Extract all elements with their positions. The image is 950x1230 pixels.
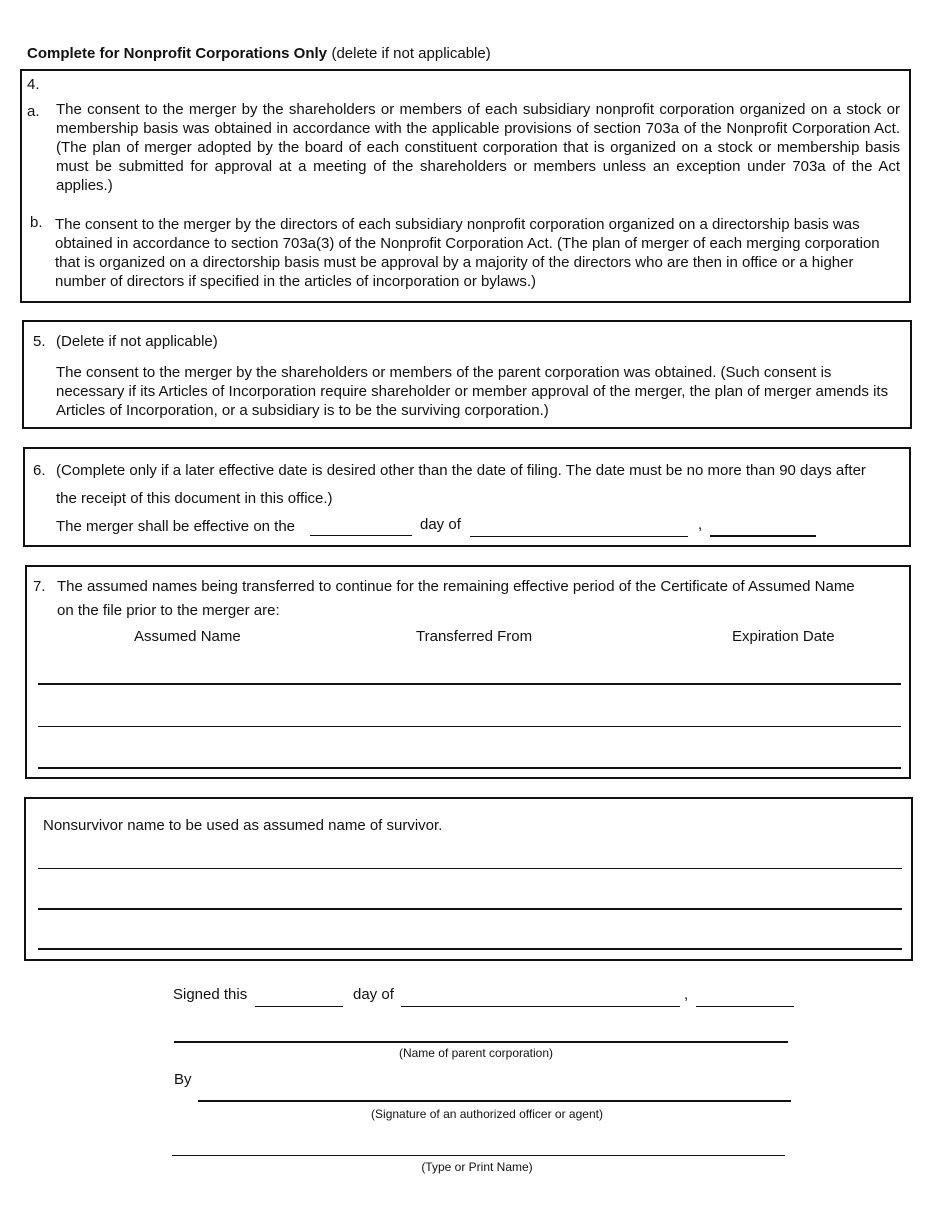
- section-5-heading: (Delete if not applicable): [56, 333, 218, 350]
- section-6-number: 6.: [33, 462, 46, 479]
- section-5-number: 5.: [33, 333, 46, 350]
- column-transferred-from: Transferred From: [416, 628, 533, 645]
- print-name-field[interactable]: [172, 1155, 785, 1156]
- section-4b-text: The consent to the merger by the directors of each subsidiary nonprofit corporation organized on a directorship basis was obtained in accordance to section 703a(3) of the Nonprofit Corporation Act. (The plan of merger of each merging corporation that is organized on a directorship basis must be approval by a majority of the directors who are then in office or a higher number of directors if specified in the articles of incorporation or bylaws.): [55, 216, 880, 290]
- effective-comma: ,: [698, 516, 703, 533]
- effective-month-field[interactable]: [470, 536, 688, 537]
- signed-day-of-label: day of: [353, 986, 394, 1003]
- signature-caption: (Signature of an authorized officer or agent): [371, 1107, 603, 1121]
- parent-corporation-field[interactable]: [174, 1041, 788, 1043]
- header-title: Complete for Nonprofit Corporations Only: [27, 45, 327, 62]
- effective-prefix: The merger shall be effective on the: [56, 518, 296, 535]
- section-5-text: The consent to the merger by the shareholders or members of the parent corporation was obtained. (Such consent is necessary if its Articles of Incorporation require shareholder or member approval of the merger, the plan of merger amends its Articles of Incorporation, or a subsidiary is to be the surviving corporation.): [56, 364, 889, 419]
- nonsurvivor-text: Nonsurvivor name to be used as assumed name of survivor.: [43, 817, 443, 834]
- column-expiration-date: Expiration Date: [732, 628, 835, 645]
- header-note: (delete if not applicable): [331, 45, 491, 62]
- section-4-number: 4.: [27, 76, 40, 93]
- page-header: [27, 45, 491, 63]
- section-7-line1: The assumed names being transferred to continue for the remaining effective period of the Certificate of Assumed Name: [57, 578, 855, 595]
- assumed-name-row-2[interactable]: [38, 726, 901, 727]
- assumed-name-row-3[interactable]: [38, 767, 901, 769]
- section-7-number: 7.: [33, 578, 46, 595]
- section-6-line1: (Complete only if a later effective date is desired other than the date of filing. The date must be no more than 90 days after: [56, 462, 866, 479]
- signed-comma: ,: [684, 986, 689, 1003]
- effective-day-field[interactable]: [310, 535, 412, 536]
- by-label: By: [174, 1071, 192, 1088]
- signed-day-field[interactable]: [255, 1006, 343, 1007]
- effective-day-of-label: day of: [420, 516, 461, 533]
- nonsurvivor-row-2[interactable]: [38, 908, 902, 910]
- section-4a-text: The consent to the merger by the shareholders or members of each subsidiary nonprofit corporation organized on a stock or membership basis was obtained in accordance with the applicable provisions of section 703a of the Nonprofit Corporation Act. (The plan of merger adopted by the board of each constituent corporation that is organized on a stock or membership basis must be submitted for approval at a meeting of the shareholders or members unless an exception under 703a of the Act applies.): [56, 101, 900, 194]
- signed-month-field[interactable]: [401, 1006, 680, 1007]
- nonsurvivor-row-3[interactable]: [38, 948, 902, 950]
- section-6-line2: the receipt of this document in this office.): [56, 490, 333, 507]
- section-7-line2: on the file prior to the merger are:: [57, 602, 280, 619]
- section-7-box: [25, 565, 911, 779]
- signed-this-label: Signed this: [173, 986, 248, 1003]
- effective-year-field[interactable]: [710, 535, 816, 537]
- section-4b-label: b.: [30, 214, 43, 231]
- section-4a-label: a.: [27, 103, 40, 120]
- column-assumed-name: Assumed Name: [134, 628, 241, 645]
- nonsurvivor-row-1[interactable]: [38, 868, 902, 869]
- signed-year-field[interactable]: [696, 1006, 794, 1007]
- signature-field[interactable]: [198, 1100, 791, 1102]
- assumed-name-row-1[interactable]: [38, 683, 901, 685]
- parent-corporation-caption: (Name of parent corporation): [398, 1046, 554, 1060]
- print-name-caption: (Type or Print Name): [421, 1160, 533, 1174]
